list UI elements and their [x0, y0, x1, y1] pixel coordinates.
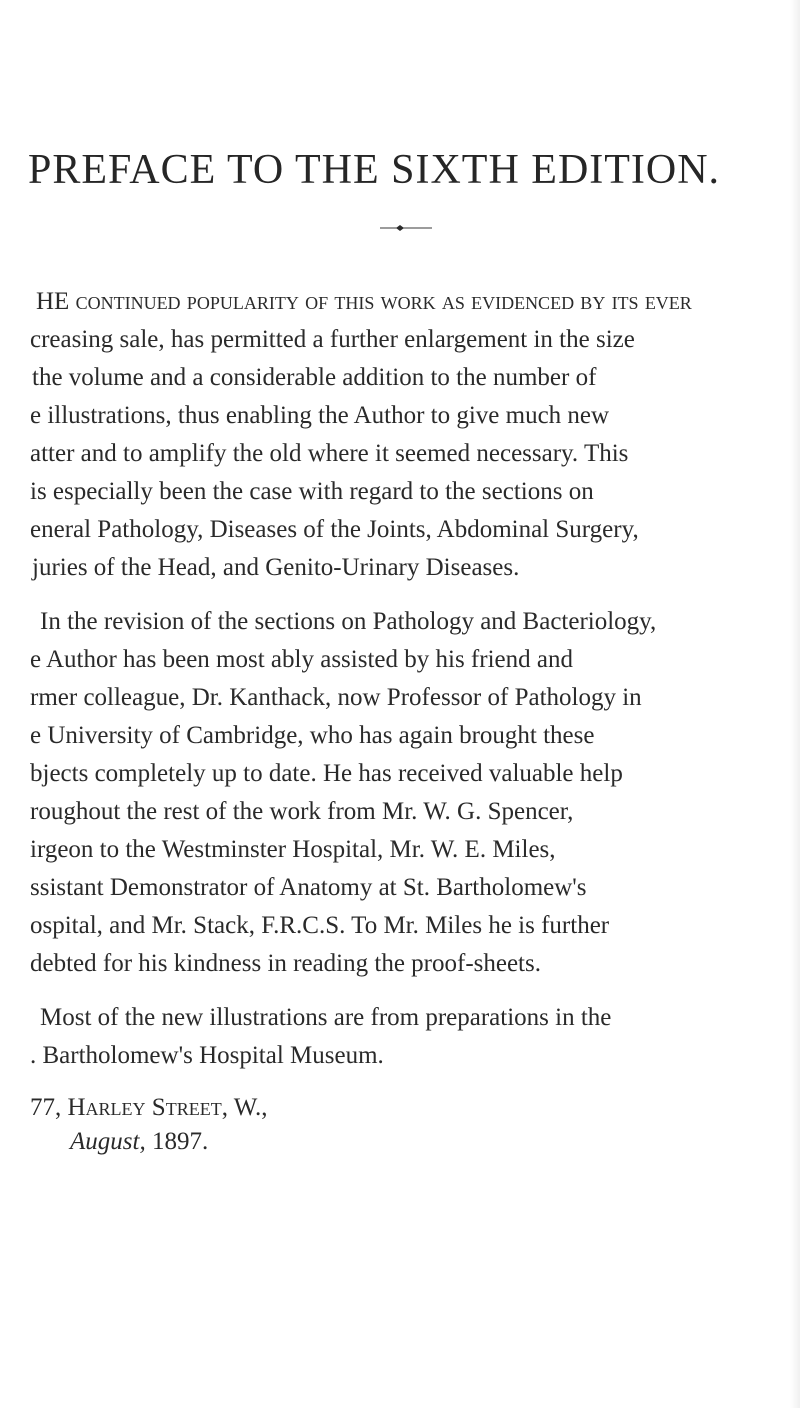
address-line [30, 1090, 268, 1126]
text-line: is especially been the case with regard to the sections on [30, 478, 594, 505]
text-line [36, 284, 692, 320]
text-line: e Author has been most ably assisted by his friend and [30, 646, 573, 673]
text-line: atter and to amplify the old where it seemed necessary. This [30, 440, 629, 467]
text-line: debted for his kindness in reading the proof-sheets. [30, 950, 541, 977]
text-line: ssistant Demonstrator of Anatomy at St. Bartholomew's [30, 874, 587, 901]
date-month: August, [70, 1128, 146, 1155]
page-edge-shadow [790, 0, 800, 1408]
page-title: PREFACE TO THE SIXTH EDITION. [28, 147, 721, 193]
text-line-part: HE continued popularity of this work as evidenced by its ever [36, 288, 692, 315]
text-line: e illustrations, thus enabling the Author to give much new [30, 402, 610, 429]
date-line [70, 1124, 208, 1160]
text-line: ospital, and Mr. Stack, F.R.C.S. To Mr. Miles he is further [30, 912, 610, 939]
text-line: roughout the rest of the work from Mr. W. G. Spencer, [30, 798, 574, 825]
address-number: 77, [30, 1094, 62, 1121]
text-line: bjects completely up to date. He has received valuable help [30, 760, 623, 787]
text-line: irgeon to the Westminster Hospital, Mr. W. E. Miles, [30, 836, 556, 863]
address-street: Harley Street, W., [67, 1094, 268, 1121]
date-year: 1897. [151, 1128, 209, 1155]
text-line: . Bartholomew's Hospital Museum. [30, 1042, 384, 1069]
rule-with-diamond-icon [380, 224, 432, 232]
text-line: the volume and a considerable addition to the number of [32, 364, 597, 391]
text-line: e University of Cambridge, who has again brought these [30, 722, 595, 749]
text-line: In the revision of the sections on Pathology and Bacteriology, [40, 608, 657, 635]
text-line: rmer colleague, Dr. Kanthack, now Professor of Pathology in [30, 684, 642, 711]
text-line: creasing sale, has permitted a further enlargement in the size [30, 326, 635, 353]
text-line: juries of the Head, and Genito-Urinary Diseases. [32, 554, 520, 581]
text-line: Most of the new illustrations are from preparations in the [40, 1004, 612, 1031]
text-line: eneral Pathology, Diseases of the Joints, Abdominal Surgery, [30, 516, 639, 543]
